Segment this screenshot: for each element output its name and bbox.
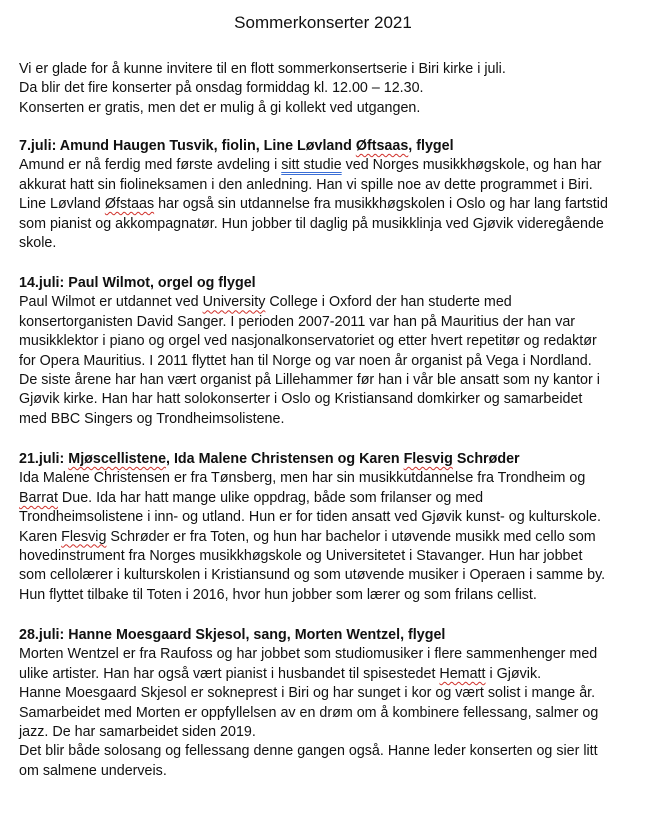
concert-section-14-juli	[19, 274, 631, 429]
body-line: Det blir både solosang og fellessang denne gangen også. Hanne leder konserten og sier litt	[19, 743, 598, 760]
body-line: som cellolærer i kulturskolen i Kristiansund og som utøvende musiker i Operaen i samme by.	[19, 567, 606, 584]
text-run: Line Løvland	[19, 196, 101, 213]
body-line: Samarbeidet med Morten er oppfyllelsen av en drøm om å kombinere fellessang, salmer og	[19, 704, 599, 721]
concert-section-28-juli	[19, 626, 631, 781]
spellcheck-word: Øfstaas	[104, 196, 155, 213]
text-run: har også sin utdannelse fra musikkhøgskolen i Oslo og har lang fartstid	[158, 196, 608, 213]
concert-section-21-juli	[19, 450, 631, 605]
body-line: akkurat hatt sin fiolineksamen i den anledning. Han vi spille noe av dette programmet i Biri.	[19, 176, 593, 193]
body-line: Morten Wentzel er fra Raufoss og har jobbet som studiomusiker i flere sammenhenger med	[19, 646, 598, 663]
body-line: De siste årene har han vært organist på Lillehammer før han i vår ble ansatt som ny kantor i	[19, 371, 600, 388]
intro-line: Vi er glade for å kunne invitere til en flott sommerkonsertserie i Biri kirke i juli.	[19, 61, 506, 77]
document-title: Sommerkonserter 2021	[234, 13, 412, 32]
body-line	[19, 528, 631, 547]
spellcheck-word: Øftsaas	[355, 138, 409, 154]
grammar-flag: sitt studie	[281, 157, 342, 174]
concert-performers-tail: , flygel	[408, 138, 454, 154]
concert-heading	[19, 626, 631, 645]
intro-line: Konserten er gratis, men det er mulig å gi kollekt ved utgangen.	[19, 99, 421, 116]
concert-performers: Paul Wilmot, orgel og flygel	[68, 275, 256, 291]
body-line	[19, 665, 631, 684]
body-line: Trondheimsolistene i inn- og utland. Hun er for tiden ansatt ved Gjøvik kunst- og kulturskole.	[19, 509, 601, 526]
concert-performers: Hanne Moesgaard Skjesol, sang, Morten Wentzel, flygel	[68, 627, 446, 643]
text-run: Due. Ida har hatt mange ulike oppdrag, både som frilanser og med	[61, 489, 484, 506]
text-run: Schrøder er fra Toten, og hun har bachelor i utøvende musikk med cello som	[110, 528, 596, 545]
intro-line: Da blir det fire konserter på onsdag formiddag kl. 12.00 – 12.30.	[19, 80, 424, 97]
spellcheck-word: Flesvig	[403, 451, 453, 467]
concert-heading	[19, 137, 631, 156]
text-run: Amund er nå ferdig med første avdeling i	[19, 157, 278, 174]
body-line: Hun flyttet tilbake til Toten i 2016, hvor hun jobber som lærer og som frilans cellist.	[19, 586, 537, 603]
body-line: med BBC Singers og Trondheimsolistene.	[19, 410, 285, 427]
text-run: ved Norges musikkhøgskole, og han har	[345, 157, 602, 174]
text-run: ulike artister. Han har også vært pianist i husbandet til spisestedet	[19, 665, 436, 682]
spellcheck-word: University	[202, 294, 266, 311]
intro-paragraph	[19, 60, 631, 118]
spellcheck-word: Hematt	[439, 665, 486, 682]
concert-heading	[19, 274, 631, 293]
concert-performers: Amund Haugen Tusvik, fiolin, Line Løvland	[59, 138, 352, 154]
spellcheck-word: Flesvig	[61, 528, 107, 545]
body-line: for Opera Mauritius. I 2011 flyttet han til Norge og var noen år organist på Vega i Nordland.	[19, 352, 592, 369]
text-run: Paul Wilmot er utdannet ved	[19, 294, 199, 311]
concert-heading	[19, 450, 631, 469]
text-run: College i Oxford der han studerte med	[269, 294, 512, 311]
spellcheck-word: Barrat	[19, 489, 58, 506]
text-run: i Gjøvik.	[489, 665, 542, 682]
text-run: Karen	[19, 528, 58, 545]
body-line: Hanne Moesgaard Skjesol er sokneprest i Biri og har sunget i kor og vært solist i mange år.	[19, 685, 596, 702]
spellcheck-word: Mjøscellistene	[68, 451, 167, 467]
body-line: jazz. De har samarbeidet siden 2019.	[19, 723, 256, 740]
concert-date: 21.juli:	[19, 451, 65, 467]
concert-performers: , Ida Malene Christensen og Karen	[166, 451, 400, 467]
concert-date: 28.juli:	[19, 627, 65, 643]
concert-date: 14.juli:	[19, 275, 65, 291]
concert-performers-tail: Schrøder	[456, 451, 520, 467]
body-line: musikklektor i piano og orgel ved nasjonalkonservatoriet og etter hvert repetitør og redaktør	[19, 333, 597, 350]
body-line: Ida Malene Christensen er fra Tønsberg, men har sin musikkutdannelse fra Trondheim og	[19, 470, 586, 487]
body-line: Gjøvik kirke. Han har hatt solokonserter i Oslo og Kristiansand domkirker og samarbeidet	[19, 391, 583, 408]
body-line: skole.	[19, 234, 57, 251]
body-line	[19, 156, 631, 175]
body-line: som pianist og akkompagnatør. Hun jobber til daglig på musikklinja ved Gjøvik videregående	[19, 215, 604, 232]
body-line	[19, 293, 631, 312]
body-line	[19, 489, 631, 508]
body-line: konsertorganisten David Sanger. I perioden 2007-2011 var han på Mauritius der han var	[19, 313, 576, 330]
concert-section-7-juli	[19, 137, 631, 253]
concert-date: 7.juli:	[19, 138, 57, 154]
body-line: hovedinstrument fra Norges musikkhøgskole og Universitetet i Stavanger. Hun har jobbet	[19, 547, 583, 564]
body-line	[19, 195, 631, 214]
body-line: om salmene underveis.	[19, 762, 167, 779]
